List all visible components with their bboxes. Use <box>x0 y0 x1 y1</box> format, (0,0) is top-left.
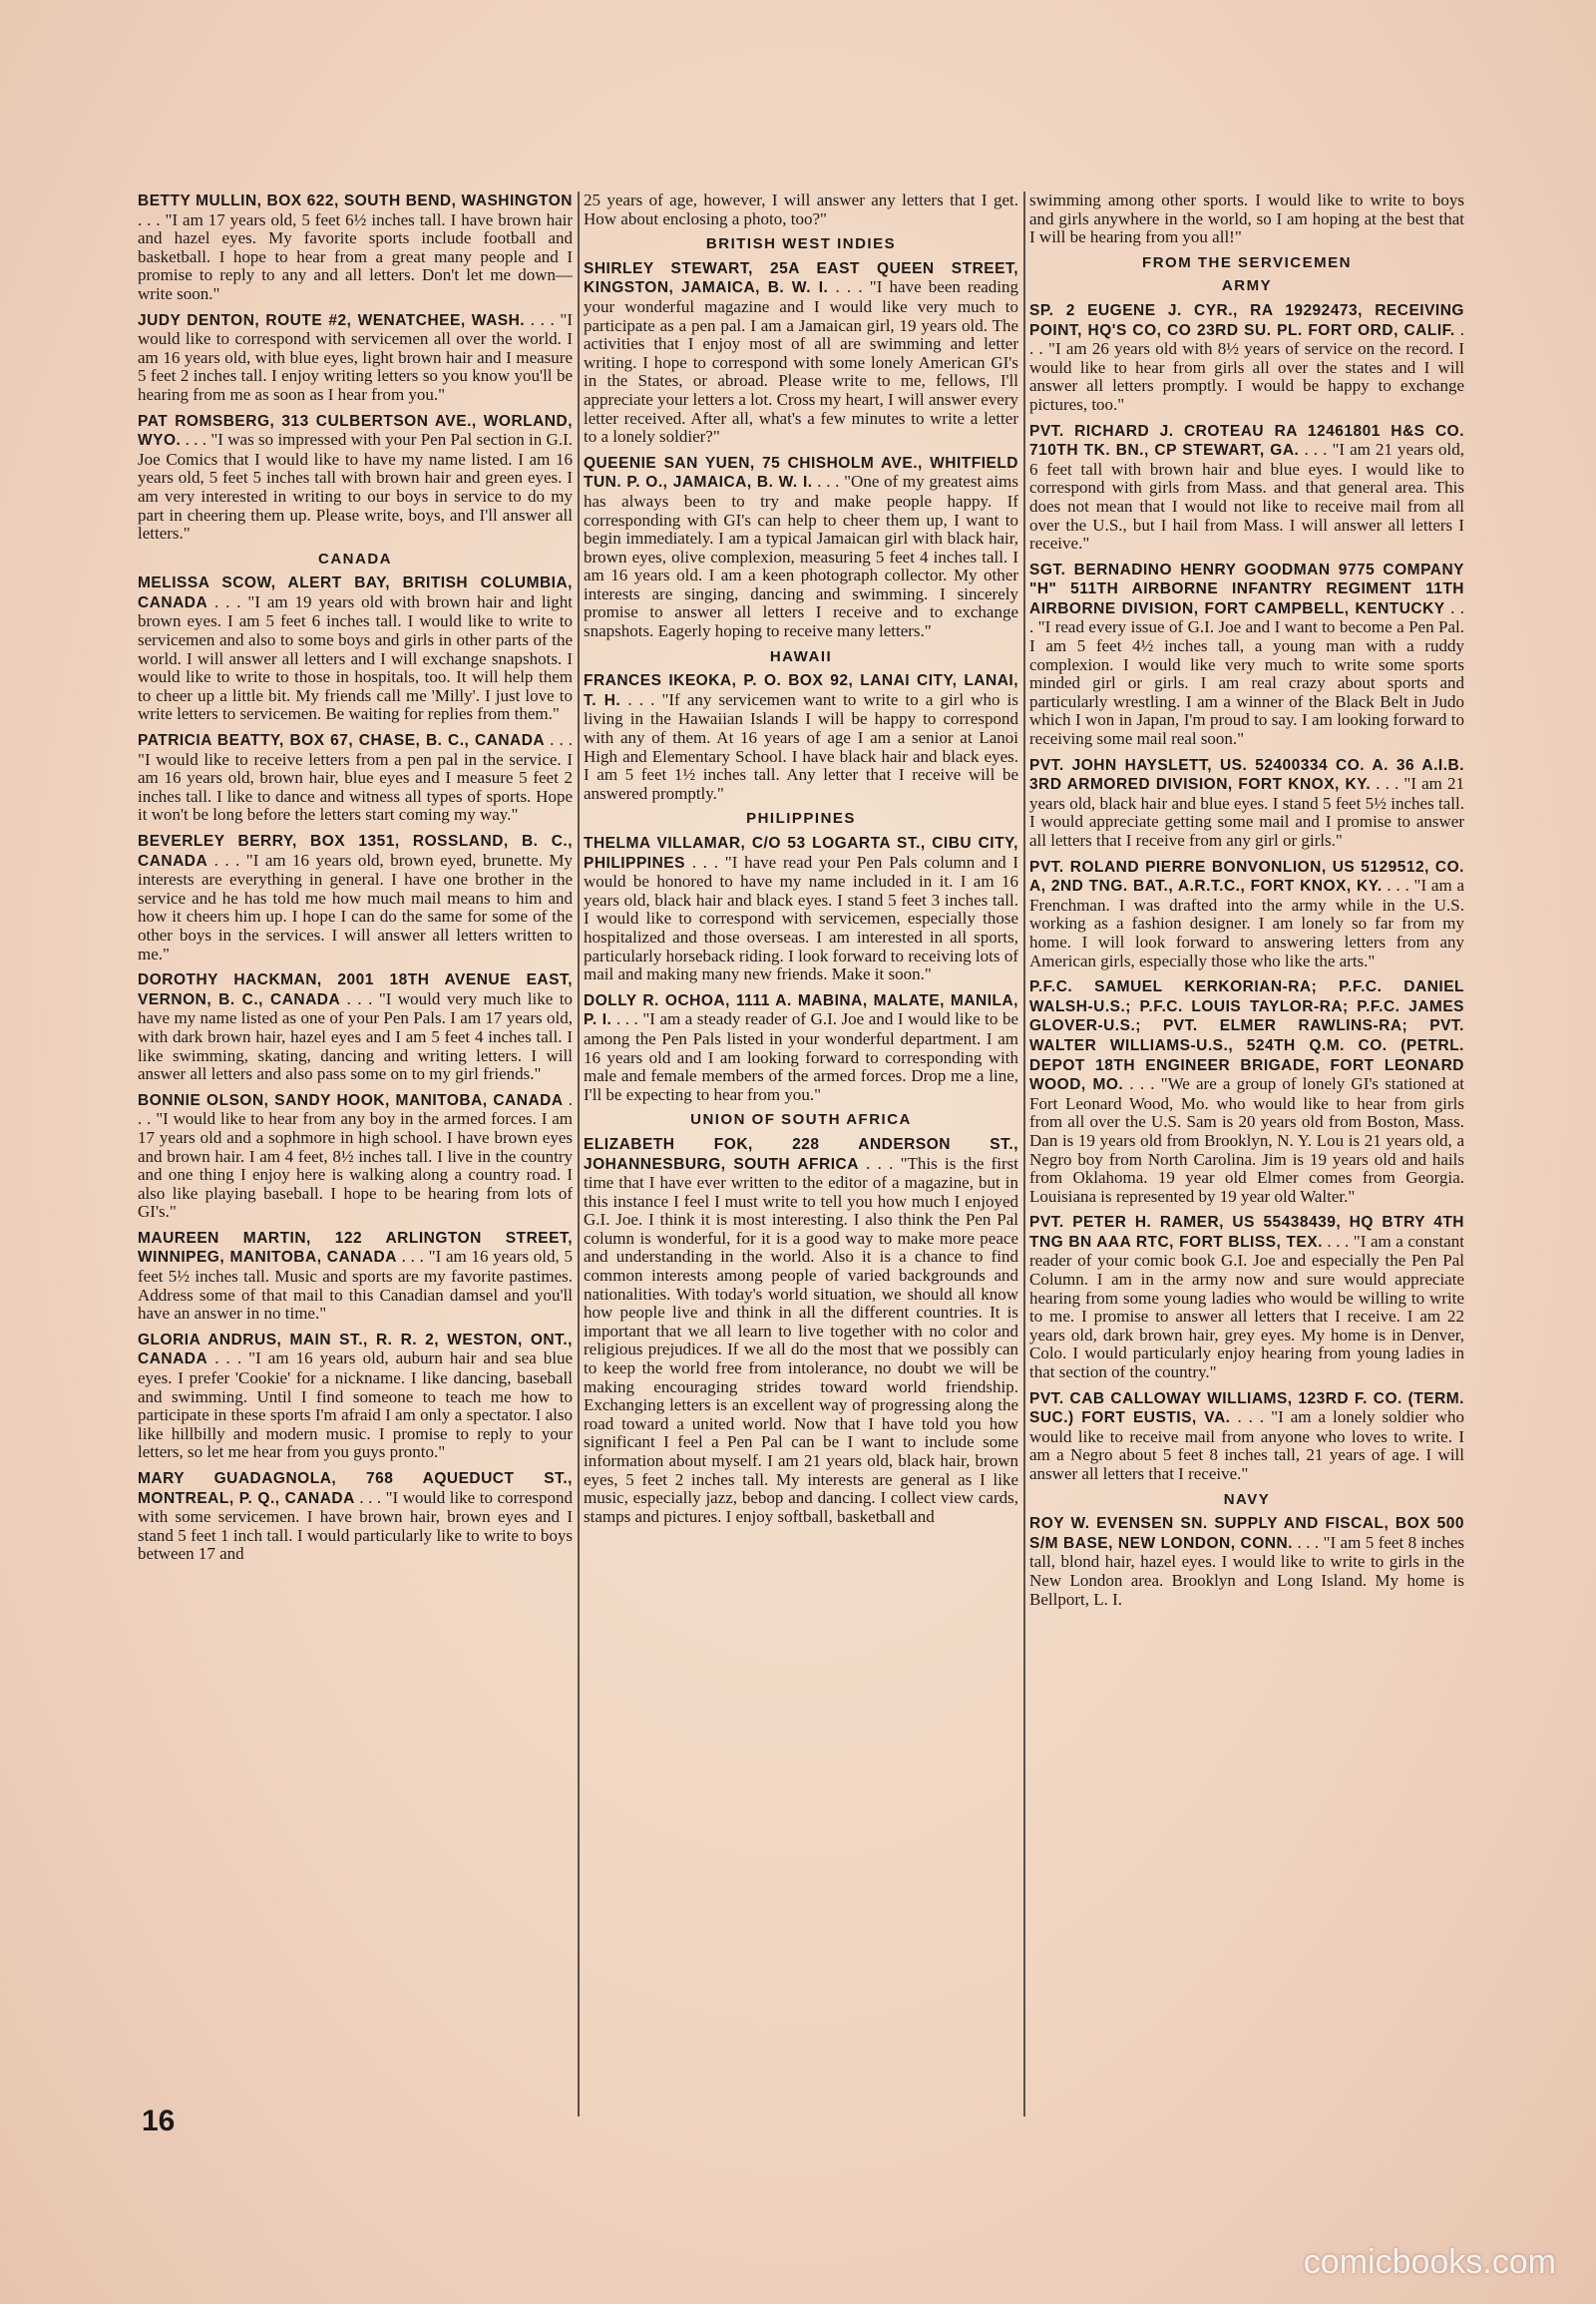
pen-pal-entry <box>138 731 573 825</box>
page-body <box>138 192 1464 2116</box>
entry-name-address: MAUREEN MARTIN, 122 ARLINGTON STREET, WINNIPEG, MANITOBA, CANADA <box>138 1229 573 1267</box>
entry-name-address: PVT. RICHARD J. CROTEAU RA 12461801 H&S CO. 710TH TK. BN., CP STEWART, GA. <box>1029 422 1464 460</box>
pen-pal-entry <box>1029 561 1464 749</box>
column-2 <box>584 192 1018 2116</box>
entry-letter-text: . . . "I am 21 years old, 6 feet tall with brown hair and blue eyes. I would like to correspond with girls from Mass. and that general area. This does not mean that I would not like to receive mail from all over the U.S., but I hail from Mass. I will answer all letters I receive." <box>1029 440 1464 554</box>
pen-pal-entry <box>584 991 1018 1105</box>
entry-name-address: GLORIA ANDRUS, MAIN ST., R. R. 2, WESTON, ONT., CANADA <box>138 1331 573 1368</box>
pen-pal-entry <box>138 1091 573 1222</box>
entry-name-address: THELMA VILLAMAR, C/O 53 LOGARTA ST., CIBU CITY, PHILIPPINES <box>584 835 1018 872</box>
section-heading: FROM THE SERVICEMEN <box>1142 253 1352 271</box>
entry-name-address: DOROTHY HACKMAN, 2001 18TH AVENUE EAST, VERNON, B. C., CANADA <box>138 971 573 1008</box>
section-heading: PHILIPPINES <box>746 810 856 828</box>
pen-pal-entry <box>584 454 1018 641</box>
section-heading: BRITISH WEST INDIES <box>705 235 897 253</box>
entry-letter-text: . . . "I am a Frenchman. I was drafted into the army while in the U.S. working as a fashion designer. I am lonely so far from my home. I will look forward to answering letters from any American girls, especially those who like the arts." <box>1029 876 1464 970</box>
entry-name-address: BEVERLEY BERRY, BOX 1351, ROSSLAND, B. C., CANADA <box>138 833 573 870</box>
entry-letter-text: . . . "I am 16 years old, 5 feet 5½ inches tall. Music and sports are my favorite pastimes. Address some of that mail to this Canadian damsel and you'll have an answer in no time." <box>138 1247 573 1324</box>
pen-pal-entry <box>138 832 573 963</box>
entry-name-address: PVT. CAB CALLOWAY WILLIAMS, 123RD F. CO. (TERM. SUC.) FORT EUSTIS, VA. <box>1029 1389 1464 1427</box>
pen-pal-entry <box>138 1229 573 1324</box>
entry-letter-text: . . . "I am 16 years old, brown eyed, brunette. My interests are everything in general. I have one brother in the service and he has told me how much mail means to him and how it cheers him up. I hope I can do the same for some of the other boys in the services. I will answer all letters written to me." <box>138 850 573 963</box>
pen-pal-entry <box>138 412 573 544</box>
entry-name-address: JUDY DENTON, ROUTE #2, WENATCHEE, WASH. <box>138 311 526 329</box>
entry-name-address: PVT. PETER H. RAMER, US 55438439, HQ BTRY 4TH TNG BN AAA RTC, FORT BLISS, TEX. <box>1029 1214 1464 1251</box>
column-divider <box>578 192 580 2116</box>
pen-pal-entry <box>584 834 1018 984</box>
entry-letter-text: . . . "I am a constant reader of your comic book G.I. Joe and especially the Pen Pal Column. I am in the army now and sure would appreciate hearing from some young ladies who would be willing to write to me. I promise to answer all letters that I receive. I am 22 years old, dark brown hair, grey eyes. My home is in Denver, Colo. I would particularly enjoy hearing from young ladies in that section of the country." <box>1029 1231 1464 1382</box>
entry-letter-text: . . . "I am 21 years old, black hair and blue eyes. I stand 5 feet 5½ inches tall. I would appreciate getting some mail and I promise to answer all letters that I receive from any girl or girls." <box>1029 774 1464 850</box>
entry-name-address: DOLLY R. OCHOA, 1111 A. MABINA, MALATE, MANILA, P. I. <box>584 991 1018 1029</box>
entry-letter-text: . . . "One of my greatest aims has always been to try and make people happy. If corresponding with GI's can help to cheer them up, I want to begin immediately. I am a typical Jamaican girl with black hair, brown eyes, olive complexion, measuring 5 feet 4 inches tall. I am 16 years old. I am a keen photograph collector. My other interests are singing, dancing and swimming. I sincerely promise to answer all letters I receive and to exchange snapshots. Eagerly hoping to receive many letters." <box>584 472 1018 641</box>
pen-pal-entry <box>1029 858 1464 971</box>
entry-letter-text: . . . "I was so impressed with your Pen Pal section in G.I. Joe Comics that I would like to have my name listed. I am 16 years old, 5 feet 5 inches tall with brown hair and green eyes. I am very interested in writing to our boys in service to do my part in cheering them up. Please write, boys, and I'll answer all letters." <box>138 430 573 544</box>
entry-name-address: PVT. ROLAND PIERRE BONVONLION, US 5129512, CO. A, 2ND TNG. BAT., A.R.T.C., FORT KNOX, KY. <box>1029 858 1464 896</box>
entry-letter-text: . . . "I have read your Pen Pals column and I would be honored to have my name included in it. I am 16 years old, black hair and black eyes. I stand 5 feet 3 inches tall. I would like to correspond with servicemen, especially those hospitalized and those overseas. I am interested in all sports, particularly horseback riding. I look forward to receiving lots of mail and making many new friends. Make it soon." <box>584 852 1018 984</box>
entry-letter-text: . . . "This is the first time that I have ever written to the editor of a magazine, but in this instance I feel I must write to tell you how much I enjoyed G.I. Joe. I think it is most interesting. I also think the Pen Pal column is wonderful, for it is a good way to make more peace and understanding in the world. Also it is a chance to find common interests among people of varied backgrounds and nationalities. With today's world situation, we should all know how people live and think in all the different countries. It is important that we all learn to live together with no color and religious prejudices. If we all do the most that we possibly can to keep the world free from intolerance, no doubt we will be making encouraging strides toward world friendship. Exchanging letters is an excellent way of progressing along the road toward a united world. Now that I have told you how significant I feel a Pen Pal can be I want to include some information about myself. I am 21 years old, black hair, brown eyes, 5 feet 2 inches tall. My interests are general as I like music, especially jazz, bebop and dancing. I collect view cards, stamps and pictures. I enjoy softball, basketball and <box>584 1153 1018 1526</box>
pen-pal-entry <box>138 1469 573 1564</box>
section-heading: HAWAII <box>769 647 833 665</box>
pen-pal-entry <box>1029 1213 1464 1381</box>
entry-name-address: MELISSA SCOW, ALERT BAY, BRITISH COLUMBIA, CANADA <box>138 575 573 611</box>
column-1 <box>138 192 573 2116</box>
entry-letter-text: . . . "I would very much like to have my name listed as one of your Pen Pals. I am 17 years old, with dark brown hair, hazel eyes and I am 5 feet 4 inches tall. I like swimming, skating, dancing and writing letters. I will answer all letters and also pass some on to my girl friends." <box>138 988 573 1084</box>
entry-name-address: BETTY MULLIN, BOX 622, SOUTH BEND, WASHINGTON <box>138 192 573 209</box>
entry-name-address: PATRICIA BEATTY, BOX 67, CHASE, B. C., CANADA <box>138 732 546 750</box>
entry-letter-text: . . . "I am 16 years old, auburn hair and sea blue eyes. I prefer 'Cookie' for a nickname. I like dancing, baseball and swimming. Until I find someone to teach me how to participate in these sports I'm afraid I am only a spectator. I also like hillbilly and modern music. I promise to reply to your letters, so let me hear from you guys pronto." <box>138 1348 573 1462</box>
entry-letter-text: . . . "I am 5 feet 8 inches tall, blond hair, hazel eyes. I would like to write to girls in the New London area. Brooklyn and Long Island. My home is Bellport, L. I. <box>1029 1532 1464 1609</box>
entry-name-address: P.F.C. SAMUEL KERKORIAN-RA; P.F.C. DANIEL WALSH-U.S.; P.F.C. LOUIS TAYLOR-RA; P.F.C. JAMES GLOVER-U.S.; PVT. ELMER RAWLINS-RA; PVT. WALTER WILLIAMS-U.S., 524TH Q.M. CO. (PETRL. DEPOT 18TH ENGINEER BRIGADE, FORT LEONARD WOOD, MO. <box>1029 978 1464 1094</box>
pen-pal-entry <box>584 671 1018 803</box>
entry-name-address: QUEENIE SAN YUEN, 75 CHISHOLM AVE., WHITFIELD TUN. P. O., JAMAICA, B. W. I. <box>584 454 1018 492</box>
pen-pal-entry <box>1029 1514 1464 1609</box>
column-3 <box>1029 192 1464 2116</box>
entry-name-address: FRANCES IKEOKA, P. O. BOX 92, LANAI CITY, LANAI, T. H. <box>584 672 1018 709</box>
pen-pal-entry <box>1029 422 1464 554</box>
entry-letter-text: . . . "I would like to hear from any boy in the armed forces. I am 17 years old and a sophmore in high school. I have brown eyes and brown hair. I am 4 feet, 8½ inches tall. I live in the country and one thing I enjoy here is walking along a country road. I also like playing baseball. I hope to be hearing from lots of GI's." <box>138 1089 573 1222</box>
entry-name-address: SP. 2 EUGENE J. CYR., RA 19292473, RECEIVING POINT, HQ'S CO, CO 23RD SU. PL. FORT ORD, CALIF. <box>1029 301 1464 339</box>
pen-pal-entry <box>1029 977 1464 1206</box>
pen-pal-entry <box>584 259 1018 447</box>
entry-letter-text: . . . "We are a group of lonely GI's stationed at Fort Leonard Wood, Mo. who would like to hear from girls from all over the U.S. Sam is 20 years old from Boston, Mass. Dan is 19 years old from Brooklyn, N. Y. Lou is 21 years old, a Negro boy from North Carolina. Jim is 19 years old and hails from Oklahoma. 19 year old Elmer comes from Georgia. Louisiana is represented by 19 year old Walter." <box>1029 1074 1464 1206</box>
entry-letter-text: . . . "I would like to correspond with servicemen all over the world. I am 16 years old, with blue eyes, light brown hair and I measure 5 feet 2 inches tall. I enjoy writing letters so you know you'll be hearing from me as soon as I hear from you." <box>138 309 573 404</box>
pen-pal-entry <box>138 192 573 304</box>
entry-name-address: ELIZABETH FOK, 228 ANDERSON ST., JOHANNESBURG, SOUTH AFRICA <box>584 1135 1018 1173</box>
entry-letter-text: . . . "I would like to correspond with some servicemen. I have brown hair, brown eyes and I stand 5 feet 1 inch tall. I would particularly like to write to boys between 17 and <box>138 1487 573 1564</box>
section-heading: CANADA <box>318 550 392 568</box>
entry-letter-text: . . . "I am 17 years old, 5 feet 6½ inches tall. I have brown hair and hazel eyes. My favorite sports include football and basketball. I hope to hear from a great many people and I promise to reply to any and all letters. Don't let me down—write soon." <box>138 209 573 303</box>
entry-letter-text: . . . "I am a steady reader of G.I. Joe and I would like to be among the Pen Pals listed in your wonderful department. I am 16 years old and I am looking forward to corresponding with male and female members of the armed forces. Drop me a line, I'll be expecting to hear from you." <box>584 1009 1018 1104</box>
continued-text: 25 years of age, however, I will answer any letters that I get. How about enclosing a photo, too?" <box>584 192 1018 228</box>
pen-pal-entry <box>138 1331 573 1462</box>
entry-name-address: SHIRLEY STEWART, 25A EAST QUEEN STREET, KINGSTON, JAMAICA, B. W. I. <box>584 259 1018 297</box>
entry-name-address: BONNIE OLSON, SANDY HOOK, MANITOBA, CANADA <box>138 1091 564 1109</box>
entry-letter-text: . . . "If any servicemen want to write to a girl who is living in the Hawaiian Islands I will be happy to correspond with any of them. At 16 years of age I am a senior at Lanoi High and Elementary School. I have black hair and black eyes. I am 5 feet 1½ inches tall. Any letter that I receive will be answered promptly." <box>584 689 1018 803</box>
pen-pal-entry <box>1029 1389 1464 1484</box>
entry-name-address: SGT. BERNADINO HENRY GOODMAN 9775 COMPANY "H" 511TH AIRBORNE INFANTRY REGIMENT 11TH AIRBORNE DIVISION, FORT CAMPBELL, KENTUCKY <box>1029 561 1464 617</box>
entry-letter-text: . . . "I read every issue of G.I. Joe and I want to become a Pen Pal. I am 5 feet 4½ inches tall, a young man with a ruddy complexion. I would like very much to write some sports minded girl or girls. I am real crazy about sports and particularly wrestling. I am a winner of the Black Belt in Judo which I won in Japan, I'm proud to say. I am looking forward to receiving some mail real soon." <box>1029 597 1464 749</box>
entry-name-address: ROY W. EVENSEN SN. SUPPLY AND FISCAL, BOX 500 S/M BASE, NEW LONDON, CONN. <box>1029 1515 1464 1552</box>
entry-letter-text: . . . "I am 26 years old with 8½ years of service on the record. I would like to hear from girls all over the states and I will answer all letters promptly. I would be happy to exchange pictures, too." <box>1029 319 1464 414</box>
column-divider <box>1023 192 1025 2116</box>
pen-pal-entry <box>138 574 573 724</box>
section-heading: UNION OF SOUTH AFRICA <box>690 1111 912 1129</box>
watermark: comicbooks.com <box>1303 2243 1556 2281</box>
continued-text: swimming among other sports. I would like to write to boys and girls anywhere in the world, so I am hoping at the best that I will be hearing from you all!" <box>1029 192 1464 247</box>
section-heading: NAVY <box>1223 1490 1271 1508</box>
entry-letter-text: . . . "I am a lonely soldier who would like to receive mail from anyone who loves to write. I am a Negro about 5 feet 8 inches tall, 21 years of age. I will answer all letters that I receive." <box>1029 1407 1464 1483</box>
section-heading: ARMY <box>1221 277 1273 295</box>
entry-name-address: MARY GUADAGNOLA, 768 AQUEDUCT ST., MONTREAL, P. Q., CANADA <box>138 1470 573 1507</box>
page-number: 16 <box>142 2105 176 2137</box>
entry-name-address: PVT. JOHN HAYSLETT, US. 52400334 CO. A. 36 A.I.B. 3RD ARMORED DIVISION, FORT KNOX, KY. <box>1029 756 1464 794</box>
pen-pal-entry <box>138 970 573 1084</box>
pen-pal-entry <box>1029 756 1464 851</box>
entry-letter-text: . . . "I have been reading your wonderful magazine and I would like very much to participate as a pen pal. I am a Jamaican girl, 19 years old. The activities that I enjoy most of all are swimming and letter writing. I hope to correspond with some lonely American GI's in the States, or abroad. Please write to me, fellows, I'll appreciate your letters a lot. Cross my heart, I will answer every letter received. After all, what's a few minutes to write a letter to a lonely soldier?" <box>584 277 1018 447</box>
entry-letter-text: . . . "I would like to receive letters from a pen pal in the service. I am 16 years old, brown hair, blue eyes and I measure 5 feet 2 inches tall. I like to dance and witness all types of sports. Hope it won't be long before the letters start coming my way." <box>138 730 573 825</box>
entry-letter-text: . . . "I am 19 years old with brown hair and light brown eyes. I am 5 feet 6 inches tall. I would like to write to servicemen and also to some boys and girls in other parts of the world. I will answer all letters and I will exchange snapshots. I would like to write to those in hospitals, too. It will help them to cheer up a little bit. My friends call me 'Milly'. I just love to write letters to servicemen. Be waiting for replies from them." <box>138 591 573 724</box>
entry-name-address: PAT ROMSBERG, 313 CULBERTSON AVE., WORLAND, WYO. <box>138 412 573 450</box>
pen-pal-entry <box>1029 301 1464 415</box>
pen-pal-entry <box>138 311 573 405</box>
pen-pal-entry <box>584 1135 1018 1526</box>
